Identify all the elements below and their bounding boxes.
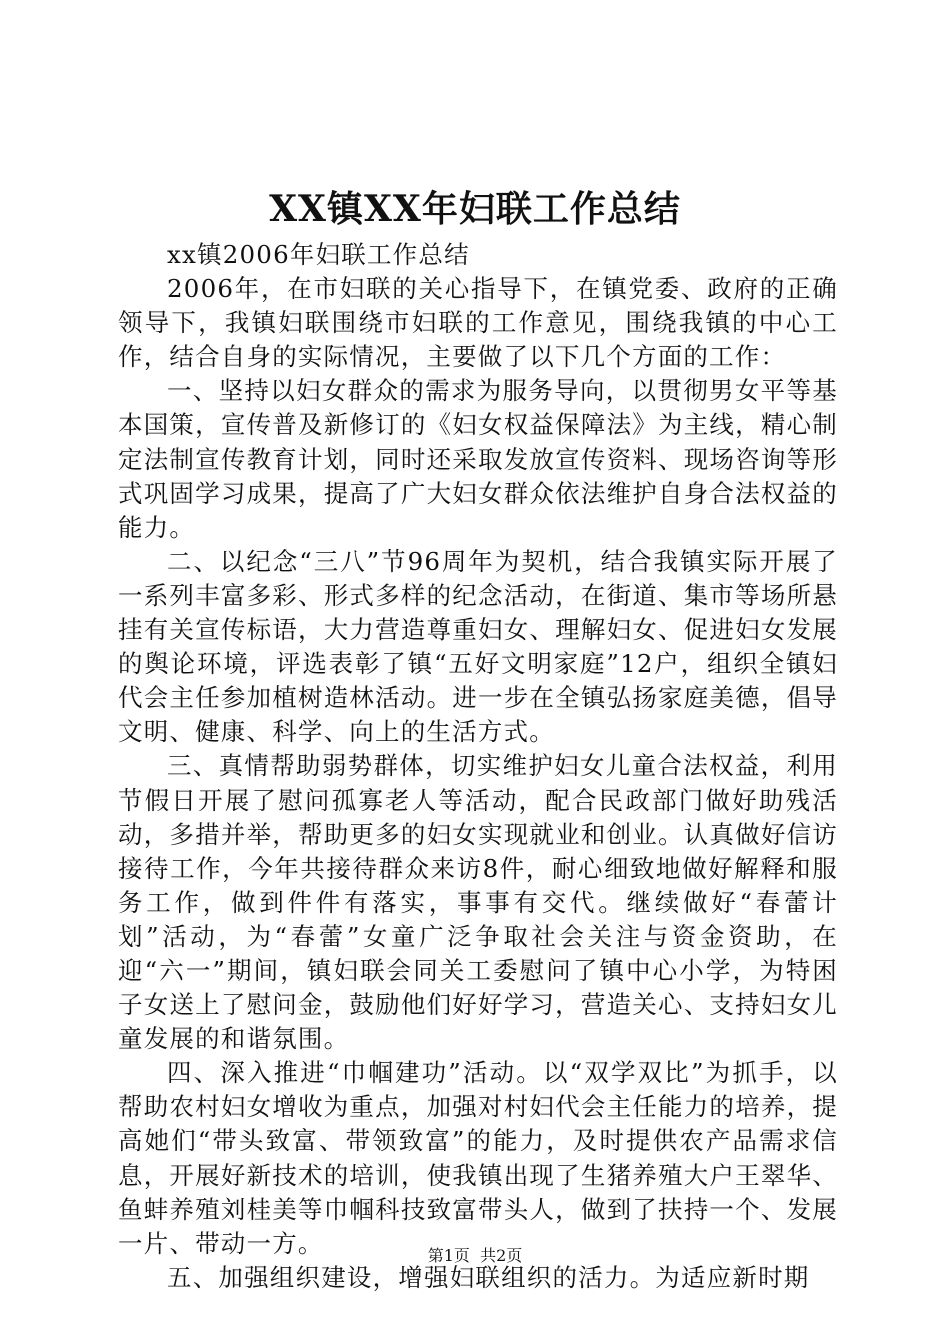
document-title: XX镇XX年妇联工作总结 — [269, 188, 681, 230]
paragraph-section-4: 四、深入推进“巾帼建功”活动。以“双学双比”为抓手，以帮助农村妇女增收为重点，加强对村妇代会主任能力的培养，提高她们“带头致富、带领致富”的能力，及时提供农产品需求信息，开展好新技术的培训，使我镇出现了生猪养殖大户王翠华、鱼蚌养殖刘桂美等巾帼科技致富带头人，做到了扶持一个、发展一片、带动一方。 — [118, 1058, 838, 1258]
paragraph-subtitle: xx镇2006年妇联工作总结 — [167, 240, 470, 269]
footer-gap — [470, 1246, 480, 1265]
document-body — [118, 238, 838, 1295]
page-footer — [0, 1245, 950, 1267]
paragraph-section-5: 五、加强组织建设，增强妇联组织的活力。为适应新时期 — [167, 1262, 810, 1292]
paragraph-section-1: 一、坚持以妇女群众的需求为服务导向，以贯彻男女平等基本国策，宣传普及新修订的《妇女权益保障法》为主线，精心制定法制宣传教育计划，同时还采取发放宣传资料、现场咨询等形式巩固学习成果，提高了广大妇女群众依法维护自身合法权益的能力。 — [118, 376, 838, 542]
page-total: 共2页 — [480, 1246, 523, 1265]
paragraph-section-2: 二、以纪念“三八”节96周年为契机，结合我镇实际开展了一系列丰富多彩、形式多样的纪念活动，在街道、集市等场所悬挂有关宣传标语，大力营造尊重妇女、理解妇女、促进妇女发展的舆论环境，评选表彰了镇“五好文明家庭”12户，组织全镇妇代会主任参加植树造林活动。进一步在全镇弘扬家庭美德，倡导文明、健康、科学、向上的生活方式。 — [118, 546, 838, 747]
paragraph-section-3: 三、真情帮助弱势群体，切实维护妇女儿童合法权益，利用节假日开展了慰问孤寡老人等活动，配合民政部门做好助残活动，多措并举，帮助更多的妇女实现就业和创业。认真做好信访接待工作，今年共接待群众来访8件，耐心细致地做好解释和服务工作，做到件件有落实，事事有交代。继续做好“春蕾计划”活动，为“春蕾”女童广泛争取社会关注与资金资助，在迎“六一”期间，镇妇联会同关工委慰问了镇中心小学，为特困子女送上了慰问金，鼓励他们好好学习，营造关心、支持妇女儿童发展的和谐氛围。 — [118, 751, 838, 1054]
page-number: 第1页 — [427, 1246, 470, 1265]
paragraph-intro: 2006年，在市妇联的关心指导下，在镇党委、政府的正确领导下，我镇妇联围绕市妇联的工作意见，围绕我镇的中心工作，结合自身的实际情况，主要做了以下几个方面的工作： — [118, 274, 838, 372]
